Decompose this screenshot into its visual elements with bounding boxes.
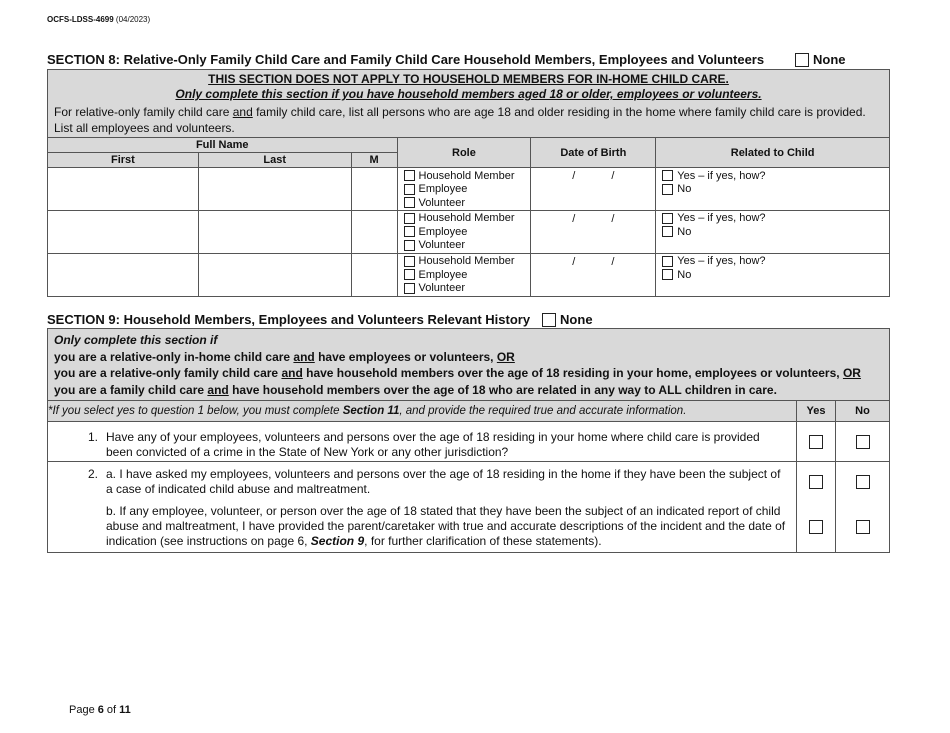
page-total: 11: [119, 704, 131, 716]
related-yes-checkbox[interactable]: [662, 256, 673, 267]
question2b-no-cell: [836, 502, 890, 552]
question1: [48, 422, 797, 462]
notice-line2: Only complete this section if you have household members aged 18 or older, employees or volunteers.: [175, 87, 762, 101]
related-no-checkbox[interactable]: [662, 184, 673, 195]
section8-notice: [48, 70, 889, 102]
question2b-section-ref: Section 9: [310, 533, 365, 548]
page-prefix: Page: [69, 704, 98, 716]
household-member-checkbox[interactable]: [404, 170, 415, 181]
section8-none-checkbox[interactable]: [795, 53, 809, 67]
section9-none-checkbox[interactable]: [542, 313, 556, 327]
instructions-text-a: For relative-only family child care: [54, 105, 233, 119]
role-header: Role: [397, 138, 531, 168]
intro2-and: and: [281, 366, 303, 380]
section9-box: [47, 328, 890, 553]
section8-notice-box: [47, 69, 890, 138]
role-option[interactable]: [404, 255, 531, 269]
question2a-yes-cell: [797, 462, 836, 502]
intro-line2: [54, 365, 883, 382]
question1-yes-cell: [797, 422, 836, 462]
page-number: [69, 704, 131, 716]
dob-separator: /: [572, 170, 576, 182]
role-label: Volunteer: [418, 196, 465, 209]
role-option[interactable]: [404, 282, 531, 296]
section9-intro: [48, 329, 889, 400]
question2a-row: [48, 462, 889, 502]
section8-none-label: None: [813, 52, 846, 67]
middle-initial-cell[interactable]: [351, 168, 397, 211]
page-current: 6: [97, 704, 104, 716]
section8-title-row: [47, 52, 764, 67]
table-row: [48, 168, 890, 211]
section8-none-option[interactable]: [795, 52, 846, 67]
intro2-text-b: have household members over the age of 18 residing in your home, employees or volunteers,: [302, 366, 843, 380]
instructions-text-b: family child care, list all persons who are age 18 and older residing in the home where family child care is provided.: [252, 105, 866, 119]
employee-checkbox[interactable]: [404, 269, 415, 280]
section8-title: SECTION 8: Relative-Only Family Child Care and Family Child Care Household Members, Employees and Volunteers: [47, 52, 765, 67]
related-label: Yes – if yes, how?: [677, 212, 766, 225]
intro3-text-a: you are a family child care: [54, 382, 208, 397]
section8-table: [47, 137, 890, 297]
form-number: OCFS-LDSS-4699: [47, 15, 114, 24]
role-label: Employee: [418, 225, 468, 238]
first-header: First: [48, 153, 199, 168]
employee-checkbox[interactable]: [404, 184, 415, 195]
dob-cell[interactable]: [531, 210, 656, 253]
related-label: Yes – if yes, how?: [677, 169, 766, 182]
related-cell: [656, 168, 890, 211]
related-option[interactable]: [662, 183, 889, 197]
first-name-cell[interactable]: [48, 210, 199, 253]
question2b-yes-cell: [797, 502, 836, 552]
section9-title: SECTION 9: Household Members, Employees and Volunteers Relevant History: [47, 312, 531, 327]
last-header: Last: [198, 153, 351, 168]
related-option[interactable]: [662, 225, 889, 239]
page-of: of: [103, 704, 120, 716]
question2a-no-cell: [836, 462, 890, 502]
related-label: Yes – if yes, how?: [677, 255, 766, 268]
intro1-or: OR: [496, 349, 515, 364]
role-label: Household Member: [418, 169, 515, 182]
question1-number: 1.: [87, 430, 98, 444]
role-label: Employee: [418, 268, 468, 281]
note-text-a: *If you select yes to question 1 below, you must complete: [48, 405, 343, 417]
role-cell: [397, 253, 531, 296]
related-cell: [656, 253, 890, 296]
related-option[interactable]: [662, 212, 889, 226]
related-no-checkbox[interactable]: [662, 226, 673, 237]
dob-separator: /: [611, 170, 615, 182]
notice-line1: THIS SECTION DOES NOT APPLY TO HOUSEHOLD MEMBERS FOR IN-HOME CHILD CARE.: [208, 72, 729, 86]
intro3-and: and: [207, 382, 229, 397]
question1-no-cell: [836, 422, 890, 462]
section9-header-row: [48, 401, 889, 422]
intro-lead: Only complete this section if: [54, 333, 218, 347]
first-name-cell[interactable]: [48, 253, 199, 296]
first-name-cell[interactable]: [48, 168, 199, 211]
question2b-text-c: , for further clarification of these statements).: [364, 533, 602, 548]
related-label: No: [677, 183, 692, 196]
question2a: [48, 462, 797, 502]
dob-separator: /: [572, 255, 576, 268]
question1-yes-checkbox[interactable]: [809, 435, 823, 449]
dob-separator: /: [611, 212, 615, 225]
question2b: [48, 502, 797, 552]
employee-checkbox[interactable]: [404, 226, 415, 237]
related-label: No: [677, 225, 692, 238]
related-option[interactable]: [662, 255, 889, 269]
related-option[interactable]: [662, 268, 889, 282]
volunteer-checkbox[interactable]: [404, 240, 415, 251]
instructions-and: and: [232, 105, 253, 119]
role-option[interactable]: [404, 268, 531, 282]
question2b-text: [106, 504, 796, 549]
question2a-yes-checkbox[interactable]: [809, 475, 823, 489]
related-label: No: [677, 268, 692, 281]
intro1-and: and: [293, 349, 315, 364]
full-name-header: Full Name: [48, 138, 398, 153]
dob-cell[interactable]: [531, 253, 656, 296]
form-id: [47, 15, 150, 24]
table-row: [48, 210, 890, 253]
section9-note: [48, 401, 797, 422]
role-option[interactable]: [404, 196, 531, 210]
note-section-ref: Section 11: [342, 405, 400, 417]
intro2-text-a: you are a relative-only family child care: [54, 366, 282, 380]
role-label: Volunteer: [418, 282, 465, 295]
related-yes-checkbox[interactable]: [662, 213, 673, 224]
role-cell: [397, 210, 531, 253]
question2b-yes-checkbox[interactable]: [809, 520, 823, 534]
intro-line3: [54, 382, 883, 399]
role-label: Volunteer: [418, 239, 465, 252]
intro-line1: [54, 349, 883, 366]
related-yes-checkbox[interactable]: [662, 170, 673, 181]
role-option[interactable]: [404, 239, 531, 253]
intro1-text-b: have employees or volunteers,: [314, 349, 497, 364]
table-row: [48, 253, 890, 296]
question1-row: [48, 422, 889, 462]
question2b-row: [48, 502, 889, 552]
dob-separator: /: [572, 212, 576, 225]
dob-header: Date of Birth: [531, 138, 656, 168]
section9-table: [48, 400, 889, 552]
role-option[interactable]: [404, 169, 531, 183]
section9-title-row: [47, 312, 593, 327]
role-option[interactable]: [404, 212, 531, 226]
question2a-no-checkbox[interactable]: [856, 475, 870, 489]
question2b-no-checkbox[interactable]: [856, 520, 870, 534]
section8-instructions: [48, 102, 889, 138]
role-option[interactable]: [404, 183, 531, 197]
middle-initial-cell[interactable]: [351, 210, 397, 253]
question1-no-checkbox[interactable]: [856, 435, 870, 449]
intro3-text-b: have household members over the age of 18 who are related in any way to ALL children in care.: [228, 382, 777, 397]
related-option[interactable]: [662, 169, 889, 183]
dob-separator: /: [611, 255, 615, 268]
related-no-checkbox[interactable]: [662, 269, 673, 280]
note-text-c: , and provide the required true and accurate information.: [399, 405, 687, 417]
related-cell: [656, 210, 890, 253]
role-option[interactable]: [404, 225, 531, 239]
section9-none-label: None: [560, 312, 593, 327]
role-label: Employee: [418, 183, 468, 196]
household-member-checkbox[interactable]: [404, 256, 415, 267]
household-member-checkbox[interactable]: [404, 213, 415, 224]
last-name-cell[interactable]: [198, 210, 351, 253]
yes-header: Yes: [797, 401, 836, 422]
last-name-cell[interactable]: [198, 253, 351, 296]
volunteer-checkbox[interactable]: [404, 283, 415, 294]
middle-initial-cell[interactable]: [351, 253, 397, 296]
question2-number: 2.: [87, 467, 98, 481]
intro1-text-a: you are a relative-only in-home child care: [54, 349, 294, 364]
related-header: Related to Child: [656, 138, 890, 168]
form-date: (04/2023): [115, 15, 151, 24]
m-header: M: [351, 153, 397, 168]
intro2-or: OR: [842, 366, 861, 380]
role-cell: [397, 168, 531, 211]
question2b-text-a: b. If any employee, volunteer, or person over the age of 18 stated that they have been the subject of an indicated report of child abuse and maltreatment, I have provided the parent/caretaker with true and accurate descriptions of the incident and the date of indication (see instructions on page 6,: [106, 503, 786, 548]
no-header: No: [836, 401, 890, 422]
question2a-text: a. I have asked my employees, volunteers and persons over the age of 18 residing in the home if they have been the subject of a case of indicated child abuse and maltreatment.: [106, 467, 781, 496]
role-label: Household Member: [418, 212, 515, 225]
role-label: Household Member: [418, 255, 515, 268]
instructions-text-c: List all employees and volunteers.: [54, 121, 235, 135]
dob-cell[interactable]: [531, 168, 656, 211]
volunteer-checkbox[interactable]: [404, 197, 415, 208]
question1-text: Have any of your employees, volunteers and persons over the age of 18 residing in your home where child care is provided been convicted of a crime in the State of New York or any other jurisdiction?: [106, 430, 760, 459]
last-name-cell[interactable]: [198, 168, 351, 211]
